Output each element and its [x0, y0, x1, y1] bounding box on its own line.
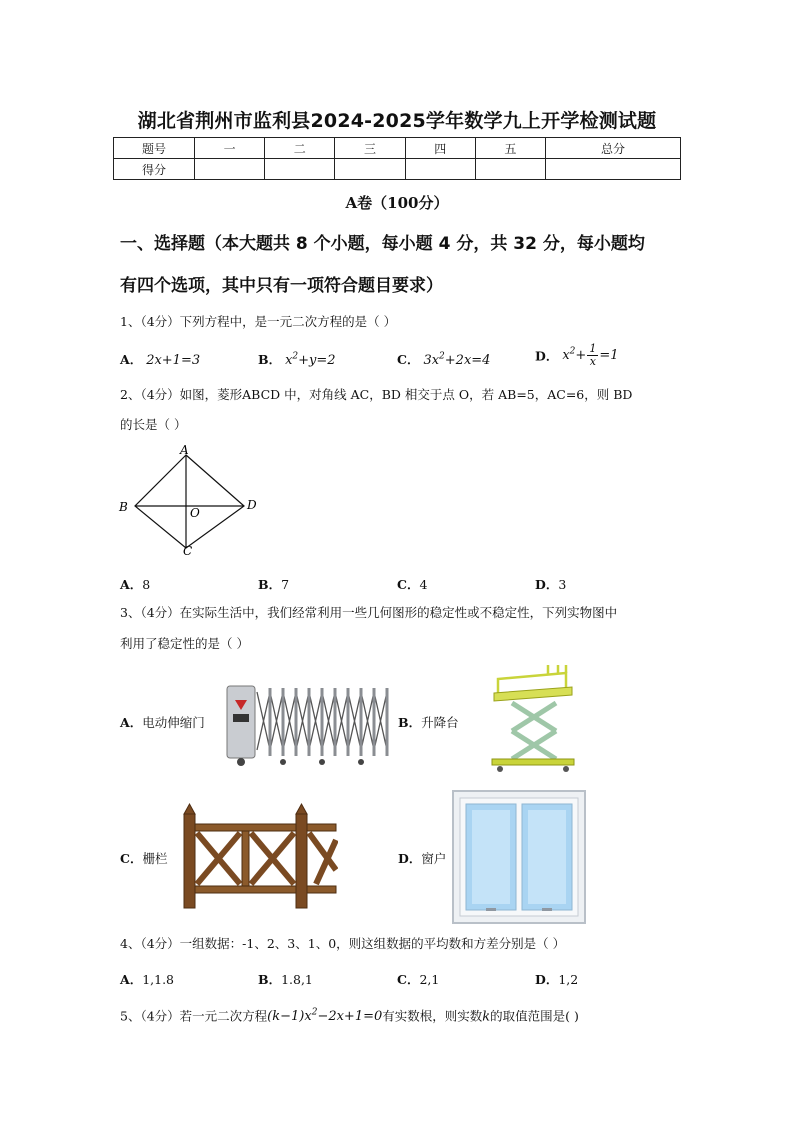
score-header-cell: 四 — [405, 138, 475, 159]
score-cell — [265, 159, 335, 180]
option-label: 升降台 — [421, 715, 459, 730]
option-value: 8 — [142, 577, 151, 592]
lift-wheels — [497, 766, 569, 772]
option-value: 7 — [281, 577, 290, 592]
q5-equation: $(k-1)x^2-2x+1=0$ — [267, 1008, 383, 1025]
option-label: 电动伸缩门 — [142, 715, 205, 730]
q1-option-c-expr: $3x^2+2x=4$ — [423, 351, 491, 368]
score-cell — [546, 159, 681, 180]
q3-stem-line2: 利用了稳定性的是（ ） — [120, 636, 249, 651]
window-pane-left-glare — [472, 810, 510, 904]
option-letter: B． — [258, 352, 282, 367]
option-letter: C． — [397, 577, 420, 592]
retractable-gate-image — [225, 680, 395, 768]
score-table-score-row — [114, 159, 681, 180]
option-value: 3 — [558, 577, 567, 592]
window-handle-left — [486, 908, 496, 911]
option-letter: B． — [258, 972, 282, 987]
window-pane-right-glare — [528, 810, 566, 904]
q4-option-d — [535, 970, 578, 988]
q3-option-d — [398, 849, 446, 867]
option-letter: A． — [120, 972, 143, 987]
option-label: 窗户 — [421, 851, 447, 866]
gate-wheels — [237, 758, 364, 766]
q1-option-c — [397, 350, 490, 368]
q1-option-d-expr: $x^2+$ $\frac{1}{x}$ =1 — [562, 342, 619, 368]
score-header-cell: 总分 — [546, 138, 681, 159]
score-row-label: 得分 — [114, 159, 195, 180]
q1-option-a-expr: 2x+1=3 — [146, 353, 201, 368]
q4-option-c — [397, 970, 439, 988]
option-letter: D． — [535, 577, 559, 592]
gate-sign — [233, 714, 249, 722]
label-d: D — [247, 498, 257, 512]
section1-heading-line1: 一、选择题（本大题共 8 个小题，每小题 4 分，共 32 分，每小题均 — [120, 234, 645, 254]
score-cell — [405, 159, 475, 180]
q5-stem — [120, 999, 690, 1031]
q3-option-a — [120, 713, 205, 731]
q2-stem-line2: 的长是（ ） — [120, 417, 187, 432]
lift-platform — [494, 687, 572, 701]
q1-option-b — [258, 350, 336, 368]
option-letter: C． — [397, 972, 420, 987]
q2-stem-line1: 2、（4分）如图，菱形ABCD 中，对角线 AC，BD 相交于点 O，若 AB=5，AC=6，则 BD — [120, 387, 633, 402]
scissor-lift-image — [488, 665, 578, 773]
lift-base — [492, 759, 574, 765]
q4-stem: 4、（4分）一组数据：-1、2、3、1、0，则这组数据的平均数和方差分别是（ ） — [120, 936, 566, 951]
score-header-cell: 五 — [475, 138, 545, 159]
option-letter: D． — [398, 851, 422, 866]
rhombus-figure — [115, 445, 265, 560]
q2-option-d — [535, 575, 566, 593]
option-letter: A． — [120, 352, 143, 367]
q1-option-a — [120, 350, 200, 368]
score-cell — [335, 159, 405, 180]
option-value: 1,1.8 — [142, 972, 175, 987]
option-value: 2,1 — [419, 972, 440, 987]
q2-option-b — [258, 575, 289, 593]
option-value: 1.8,1 — [281, 972, 313, 987]
q5-stem-middle: 有实数根，则实数 — [382, 1008, 483, 1024]
option-value: 4 — [419, 577, 428, 592]
score-cell — [195, 159, 265, 180]
q1-option-d — [535, 343, 618, 368]
option-letter: A． — [120, 577, 143, 592]
label-a: A — [180, 445, 189, 457]
option-value: 1,2 — [558, 972, 579, 987]
score-header-cell: 二 — [265, 138, 335, 159]
q3-option-c — [120, 849, 167, 867]
option-letter: C． — [120, 851, 143, 866]
label-o: O — [190, 506, 200, 520]
q4-option-a — [120, 970, 174, 988]
wooden-fence-image — [180, 800, 338, 912]
score-header-cell: 一 — [195, 138, 265, 159]
score-table-header-row — [114, 138, 681, 159]
q2-option-a — [120, 575, 150, 593]
option-label: 栅栏 — [142, 851, 168, 866]
lift-scissors — [512, 703, 556, 759]
q3-option-b — [398, 713, 459, 731]
q1-option-b-expr: $x^2+y=2$ — [285, 351, 336, 368]
score-cell — [475, 159, 545, 180]
exam-title: 湖北省荆州市监利县2024-2025学年数学九上开学检测试题 — [137, 110, 657, 132]
volume-heading: A卷（100分） — [345, 194, 449, 212]
option-letter: A． — [120, 715, 143, 730]
window-handle-right — [542, 908, 552, 911]
section1-heading-line2: 有四个选项，其中只有一项符合题目要求） — [120, 276, 443, 296]
option-letter: B． — [258, 577, 282, 592]
fence-cross-braces — [197, 833, 336, 884]
score-header-cell: 三 — [335, 138, 405, 159]
option-letter: C． — [397, 352, 420, 367]
window-image — [452, 790, 586, 924]
q5-stem-after: 的取值范围是( ) — [490, 1008, 579, 1024]
q5-var: k — [482, 1009, 491, 1025]
option-letter: D． — [535, 348, 559, 364]
score-table — [113, 137, 681, 180]
option-letter: D． — [535, 972, 559, 987]
label-c: C — [183, 544, 193, 558]
q2-option-c — [397, 575, 427, 593]
q5-stem-before: 5、（4分）若一元二次方程 — [120, 1008, 268, 1024]
rhombus-outline — [135, 455, 244, 548]
option-letter: B． — [398, 715, 422, 730]
q1-stem: 1、（4分）下列方程中，是一元二次方程的是（ ） — [120, 314, 397, 329]
q3-stem-line1: 3、（4分）在实际生活中，我们经常利用一些几何图形的稳定性或不稳定性，下列实物图中 — [120, 605, 618, 620]
score-header-cell: 题号 — [114, 138, 195, 159]
q4-option-b — [258, 970, 313, 988]
label-b: B — [119, 500, 128, 514]
